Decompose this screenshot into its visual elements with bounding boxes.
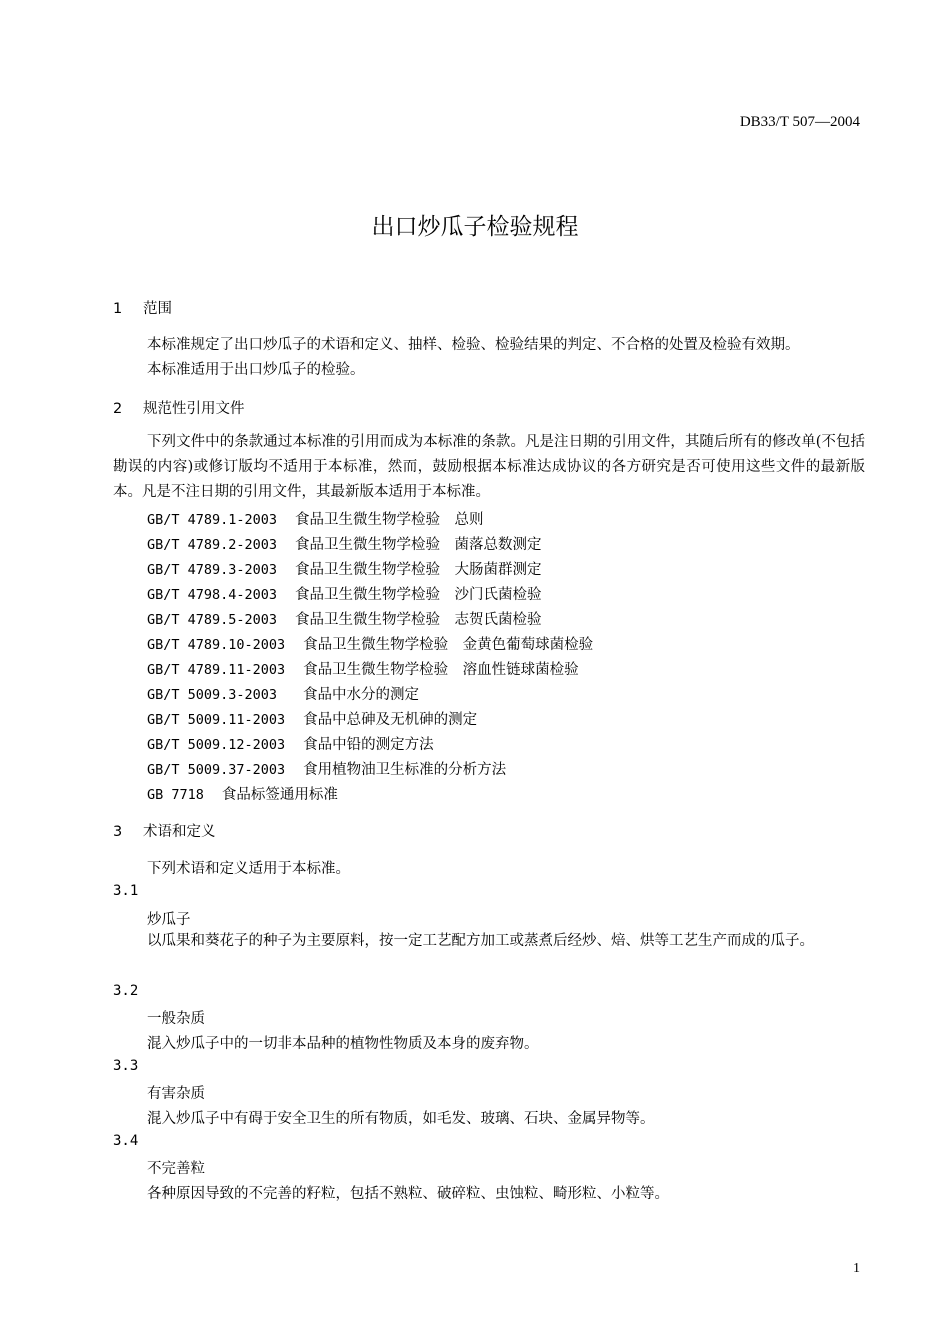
scope-line-2: 本标准适用于出口炒瓜子的检验。	[147, 362, 365, 378]
term-number: 3.1	[113, 883, 139, 899]
reference-title: 食品中总砷及无机砷的测定	[303, 712, 478, 728]
reference-item	[147, 533, 542, 554]
reference-code: GB/T 4789.3-2003	[147, 562, 278, 578]
term-name: 有害杂质	[147, 1086, 205, 1102]
reference-code: GB/T 4798.4-2003	[147, 587, 278, 603]
reference-item	[147, 508, 484, 529]
reference-code: GB/T 5009.3-2003	[147, 687, 278, 703]
term-definition: 各种原因导致的不完善的籽粒，包括不熟粒、破碎粒、虫蚀粒、畸形粒、小粒等。	[147, 1186, 669, 1202]
reference-item	[147, 558, 542, 579]
term-definition: 混入炒瓜子中的一切非本品种的植物性物质及本身的废弃物。	[147, 1036, 539, 1052]
reference-item	[147, 783, 338, 804]
reference-item	[147, 658, 579, 679]
reference-title: 食品卫生微生物学检验 大肠菌群测定	[295, 562, 542, 578]
reference-code: GB/T 5009.12-2003	[147, 737, 286, 753]
reference-code: GB/T 4789.11-2003	[147, 662, 286, 678]
reference-item	[147, 683, 419, 704]
reference-code: GB/T 5009.11-2003	[147, 712, 286, 728]
reference-code: GB/T 4789.1-2003	[147, 512, 278, 528]
reference-code: GB/T 4789.10-2003	[147, 637, 286, 653]
reference-code: GB 7718	[147, 787, 204, 803]
reference-title: 食用植物油卫生标准的分析方法	[303, 762, 507, 778]
reference-title: 食品卫生微生物学检验 总则	[295, 512, 484, 528]
reference-item	[147, 583, 542, 604]
scope-line-1: 本标准规定了出口炒瓜子的术语和定义、抽样、检验、检验结果的判定、不合格的处置及检验有效期。	[147, 337, 800, 353]
section-title: 术语和定义	[143, 824, 216, 840]
reference-title: 食品卫生微生物学检验 金黄色葡萄球菌检验	[303, 637, 594, 653]
term-definition: 混入炒瓜子中有碍于安全卫生的所有物质，如毛发、玻璃、石块、金属异物等。	[147, 1111, 655, 1127]
terms-intro: 下列术语和定义适用于本标准。	[147, 861, 350, 877]
reference-code: GB/T 5009.37-2003	[147, 762, 286, 778]
page-title: 出口炒瓜子检验规程	[371, 214, 579, 240]
reference-item	[147, 608, 542, 629]
reference-title: 食品标签通用标准	[221, 787, 338, 803]
section-title: 范围	[143, 301, 172, 317]
term-number: 3.4	[113, 1133, 139, 1149]
term-name: 炒瓜子	[147, 912, 191, 928]
reference-item	[147, 758, 506, 779]
section-number: 1	[113, 301, 123, 317]
reference-item	[147, 633, 593, 654]
section-1-heading	[113, 297, 172, 318]
section-2-heading	[113, 397, 245, 418]
reference-item	[147, 733, 434, 754]
reference-code: GB/T 4789.2-2003	[147, 537, 278, 553]
standard-code: DB33/T 507—2004	[739, 114, 860, 130]
term-definition: 以瓜果和葵花子的种子为主要原料，按一定工艺配方加工或蒸煮后经炒、焙、烘等工艺生产而成的瓜子。	[147, 933, 814, 949]
section-3-heading	[113, 820, 216, 841]
reference-title: 食品中水分的测定	[303, 687, 420, 703]
section-number: 2	[113, 401, 123, 417]
page-number: 1	[853, 1261, 860, 1276]
section-title: 规范性引用文件	[143, 401, 245, 417]
section-number: 3	[113, 824, 123, 840]
reference-title: 食品中铅的测定方法	[303, 737, 434, 753]
reference-title: 食品卫生微生物学检验 沙门氏菌检验	[295, 587, 542, 603]
term-name: 不完善粒	[147, 1161, 205, 1177]
term-number: 3.2	[113, 983, 139, 999]
reference-item	[147, 708, 477, 729]
reference-title: 食品卫生微生物学检验 菌落总数测定	[295, 537, 542, 553]
reference-title: 食品卫生微生物学检验 志贺氏菌检验	[295, 612, 542, 628]
term-number: 3.3	[113, 1058, 139, 1074]
references-intro: 下列文件中的条款通过本标准的引用而成为本标准的条款。凡是注日期的引用文件，其随后所有的修改单(不包括勘误的内容)或修订版均不适用于本标准，然而，鼓励根据本标准达成协议的各方研究是否可使用这些文件的最新版本。凡是不注日期的引用文件，其最新版本适用于本标准。	[113, 434, 865, 500]
reference-title: 食品卫生微生物学检验 溶血性链球菌检验	[303, 662, 579, 678]
term-name: 一般杂质	[147, 1011, 205, 1027]
reference-code: GB/T 4789.5-2003	[147, 612, 278, 628]
